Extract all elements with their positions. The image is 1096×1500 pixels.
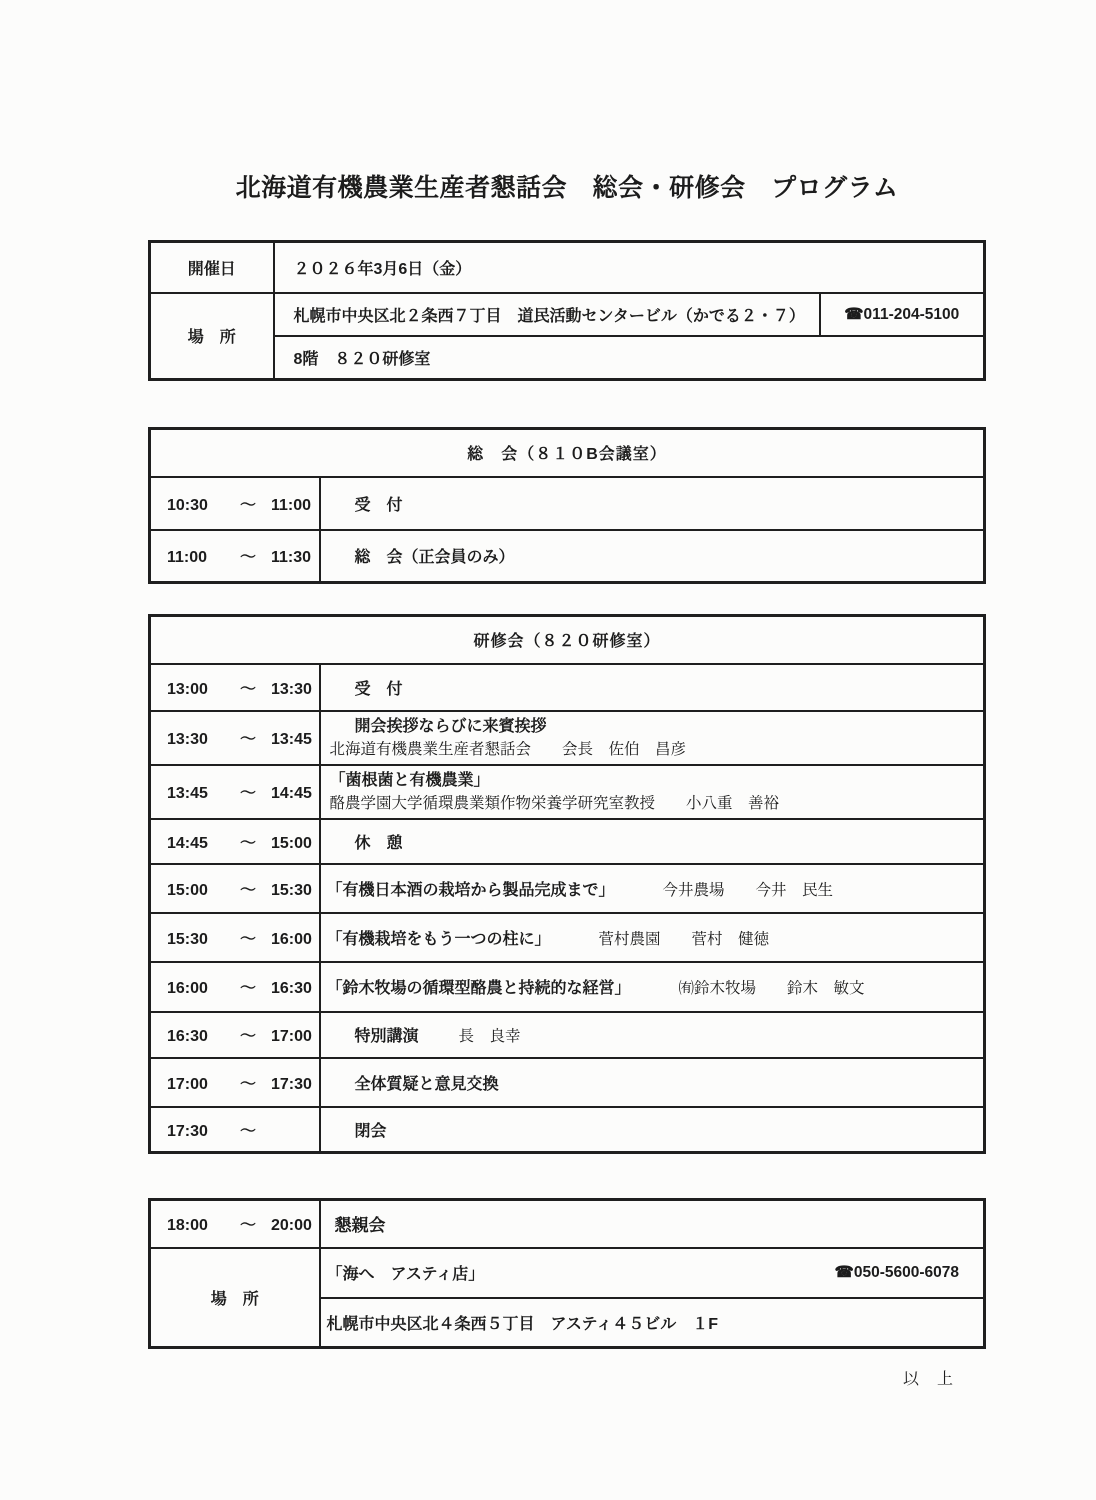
table-row (150, 1107, 985, 1153)
session-title: 閉会 (320, 1107, 985, 1153)
table-row (150, 864, 985, 913)
training-session-table (148, 614, 986, 1154)
table-row (150, 293, 985, 336)
time-tilde: ～ (239, 785, 256, 802)
time-range (150, 913, 320, 962)
closing-text: 以 上 (902, 1371, 954, 1388)
table-row (150, 913, 985, 962)
table-row (150, 616, 985, 664)
time-tilde: ～ (239, 549, 256, 567)
table-row (150, 711, 985, 765)
time-tilde: ～ (239, 834, 256, 852)
party-event: 懇親会 (320, 1200, 985, 1248)
time-start: 17:30 (167, 1122, 208, 1140)
session-cell (320, 864, 985, 913)
time-end: 13:30 (271, 680, 312, 698)
time-tilde: ～ (239, 980, 256, 997)
time-range (150, 1058, 320, 1107)
time-tilde: ～ (239, 930, 256, 948)
table-row (150, 530, 985, 583)
speaker-name: ㈲鈴木牧場 鈴木 敏文 (678, 980, 865, 997)
time-start: 13:00 (167, 680, 208, 698)
time-tilde: ～ (239, 1075, 256, 1093)
table-row (150, 1012, 985, 1058)
speaker-name: 北海道有機農業生産者懇話会 会長 佐伯 昌彦 (329, 740, 687, 758)
time-tilde: ～ (239, 1217, 256, 1235)
speaker-name: 今井農場 今井 民生 (662, 881, 834, 899)
session-title: 開会挨拶ならびに来賓挨拶 (354, 717, 547, 735)
table-row (150, 477, 985, 530)
table-row (150, 819, 985, 864)
party-phone: ☎050-5600-6078 (834, 1264, 959, 1281)
time-range (150, 962, 320, 1012)
session-title: 受 付 (320, 477, 985, 530)
session-title: 総 会（正会員のみ） (320, 530, 985, 583)
session-title: 「有機栽培をもう一つの柱に」 (326, 930, 551, 948)
section-header: 総 会（８１０B会議室） (150, 429, 985, 477)
time-end: 11:00 (271, 496, 312, 514)
time-tilde: ～ (239, 496, 256, 514)
session-title: 特別講演 (354, 1028, 419, 1045)
event-info-table (148, 240, 986, 381)
place-label: 場 所 (150, 1248, 320, 1348)
time-range (150, 864, 320, 913)
session-cell (320, 765, 985, 819)
session-title: 「鈴木牧場の循環型酪農と持続的な経営」 (326, 980, 631, 997)
time-start: 14:45 (167, 834, 208, 852)
time-range (150, 1200, 320, 1248)
time-range (150, 477, 320, 530)
session-cell (320, 913, 985, 962)
table-row (150, 962, 985, 1012)
phone-number: ☎011-204-5100 (820, 293, 985, 336)
time-end: 20:00 (271, 1217, 312, 1235)
date-label: 開催日 (150, 242, 274, 293)
time-range (150, 1012, 320, 1058)
time-start: 10:30 (167, 496, 208, 514)
time-range (150, 819, 320, 864)
speaker-name: 酪農学園大学循環農業類作物栄養学研究室教授 小八重 善裕 (329, 794, 780, 812)
time-range (150, 765, 320, 819)
table-row (150, 765, 985, 819)
time-start: 16:30 (167, 1028, 208, 1045)
time-start: 15:00 (167, 881, 208, 899)
session-title: 「有機日本酒の栽培から製品完成まで」 (326, 881, 615, 899)
time-end: 17:00 (271, 1028, 312, 1045)
time-range (150, 711, 320, 765)
general-meeting-table (148, 427, 986, 584)
time-tilde: ～ (239, 731, 256, 748)
place-label: 場 所 (150, 293, 274, 380)
time-range (150, 664, 320, 711)
party-venue: 「海へ アスティ店」 (326, 1266, 485, 1283)
time-end: 15:00 (271, 834, 312, 852)
party-address: 札幌市中央区北４条西５丁目 アスティ４５ビル １F (320, 1298, 985, 1348)
session-cell (320, 962, 985, 1012)
time-start: 13:45 (167, 785, 208, 802)
table-row (150, 429, 985, 477)
time-end: 13:45 (271, 731, 312, 748)
table-row (150, 336, 985, 380)
session-title: 「菌根菌と有機農業」 (329, 771, 490, 789)
time-tilde: ～ (239, 1122, 256, 1140)
speaker-name: 長 良幸 (458, 1028, 521, 1045)
date-value: ２０２６年3月6日（金） (274, 242, 985, 293)
table-row (150, 1248, 985, 1298)
time-start: 18:00 (167, 1217, 208, 1235)
speaker-name: 菅村農園 菅村 健徳 (598, 930, 770, 948)
time-start: 17:00 (167, 1075, 208, 1093)
time-range (150, 530, 320, 583)
time-end: 11:30 (271, 549, 312, 567)
page-content (148, 0, 986, 1389)
time-start: 15:30 (167, 930, 208, 948)
time-range (150, 1107, 320, 1153)
table-row (150, 664, 985, 711)
session-title: 休 憩 (320, 819, 985, 864)
time-start: 13:30 (167, 731, 208, 748)
time-tilde: ～ (239, 1028, 256, 1045)
session-title: 全体質疑と意見交換 (320, 1058, 985, 1107)
session-cell (320, 1012, 985, 1058)
time-end: 15:30 (271, 881, 312, 899)
time-end: 17:30 (271, 1075, 312, 1093)
table-row (150, 242, 985, 293)
time-start: 11:00 (167, 549, 208, 567)
page-title: 北海道有機農業生産者懇話会 総会・研修会 プログラム (235, 174, 899, 202)
venue-address: 札幌市中央区北２条西７丁目 道民活動センタービル（かでる２・７） (274, 293, 820, 336)
party-table (148, 1198, 986, 1349)
table-row (150, 1058, 985, 1107)
time-tilde: ～ (239, 881, 256, 899)
section-header: 研修会（８２０研修室） (150, 616, 985, 664)
time-end: 14:45 (271, 785, 312, 802)
table-row (150, 1200, 985, 1248)
time-end: 16:30 (271, 980, 312, 997)
time-start: 16:00 (167, 980, 208, 997)
room-info: 8階 ８２０研修室 (274, 336, 985, 380)
party-venue-cell (320, 1248, 985, 1298)
time-end: 16:00 (271, 930, 312, 948)
session-title: 受 付 (320, 664, 985, 711)
session-cell (320, 711, 985, 765)
time-tilde: ～ (239, 680, 256, 698)
